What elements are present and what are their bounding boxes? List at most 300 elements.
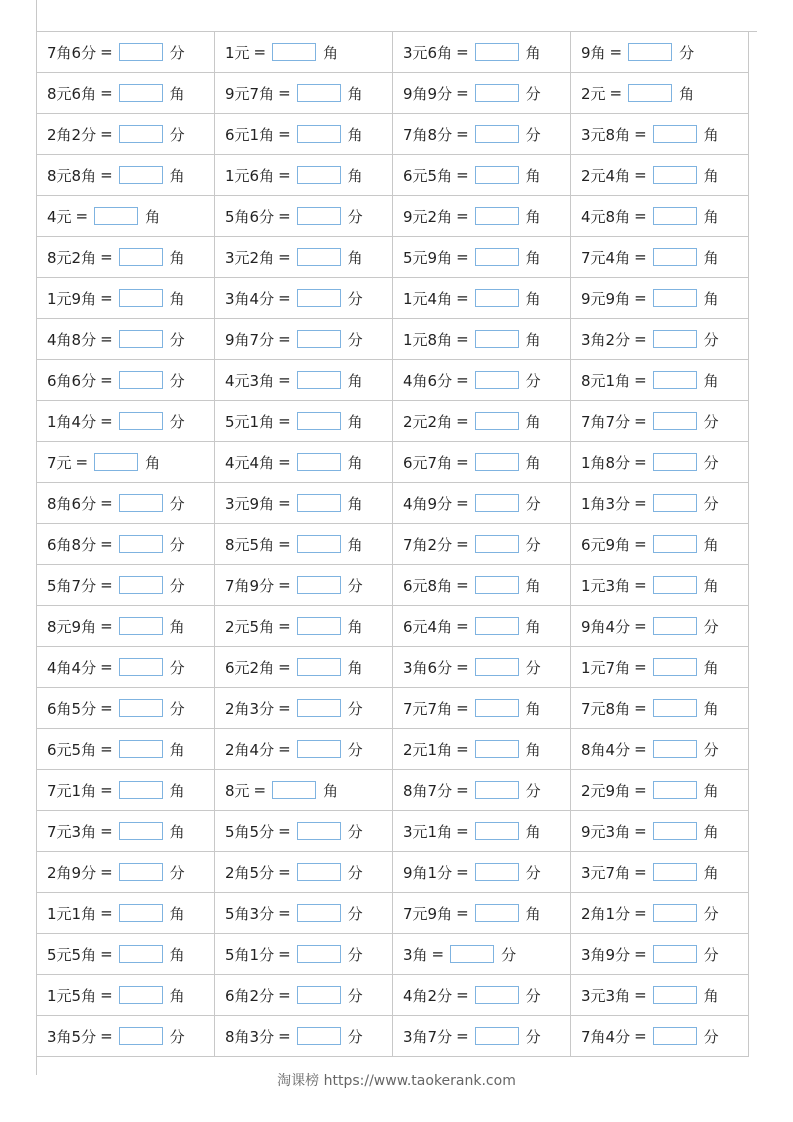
exercise-cell	[571, 360, 749, 401]
exercise-expression: 1元9角	[47, 289, 97, 308]
exercise-expression: 8元	[225, 781, 250, 800]
exercise-cell	[37, 975, 215, 1016]
answer-box[interactable]	[119, 371, 163, 389]
answer-unit: 角	[347, 535, 363, 554]
answer-box[interactable]	[628, 84, 672, 102]
answer-unit: 角	[347, 658, 363, 677]
answer-box[interactable]	[297, 84, 341, 102]
exercise-cell	[37, 319, 215, 360]
exercise-cell	[215, 770, 393, 811]
answer-box[interactable]	[297, 207, 341, 225]
exercise-cell	[37, 401, 215, 442]
answer-box[interactable]	[297, 494, 341, 512]
equals-sign: =	[456, 617, 469, 635]
exercise-expression: 5元5角	[47, 945, 97, 964]
exercise-expression: 4角9分	[403, 494, 453, 513]
answer-box[interactable]	[475, 494, 519, 512]
answer-box[interactable]	[475, 740, 519, 758]
answer-box[interactable]	[119, 822, 163, 840]
answer-box[interactable]	[475, 822, 519, 840]
answer-box[interactable]	[475, 781, 519, 799]
answer-box[interactable]	[119, 781, 163, 799]
exercise-cell	[37, 32, 215, 73]
answer-box[interactable]	[119, 166, 163, 184]
answer-unit: 分	[169, 125, 185, 144]
exercise-expression: 3角7分	[403, 1027, 453, 1046]
equals-sign: =	[278, 248, 291, 266]
answer-unit: 角	[347, 248, 363, 267]
answer-unit: 角	[169, 84, 185, 103]
answer-unit: 分	[169, 699, 185, 718]
exercise-expression: 9元9角	[581, 289, 631, 308]
exercise-cell	[37, 524, 215, 565]
answer-box[interactable]	[119, 84, 163, 102]
answer-box[interactable]	[653, 740, 697, 758]
exercise-cell	[571, 114, 749, 155]
answer-unit: 角	[703, 248, 719, 267]
exercise-expression: 7角9分	[225, 576, 275, 595]
answer-unit: 分	[347, 945, 363, 964]
exercise-cell	[393, 401, 571, 442]
exercise-cell	[571, 278, 749, 319]
answer-box[interactable]	[653, 945, 697, 963]
answer-unit: 分	[169, 1027, 185, 1046]
answer-box[interactable]	[119, 1027, 163, 1045]
answer-box[interactable]	[297, 699, 341, 717]
exercise-expression: 5元1角	[225, 412, 275, 431]
answer-box[interactable]	[94, 207, 138, 225]
answer-box[interactable]	[119, 43, 163, 61]
exercise-expression: 5元9角	[403, 248, 453, 267]
answer-box[interactable]	[297, 576, 341, 594]
equals-sign: =	[456, 986, 469, 1004]
answer-unit: 分	[703, 453, 719, 472]
exercise-cell	[393, 237, 571, 278]
equals-sign: =	[100, 617, 113, 635]
exercise-expression: 7元8角	[581, 699, 631, 718]
exercise-cell	[215, 155, 393, 196]
exercise-cell	[393, 811, 571, 852]
exercise-expression: 2角1分	[581, 904, 631, 923]
equals-sign: =	[75, 453, 89, 471]
equals-sign: =	[100, 84, 113, 102]
answer-box[interactable]	[475, 904, 519, 922]
answer-box[interactable]	[653, 412, 697, 430]
exercise-expression: 1元7角	[581, 658, 631, 677]
equals-sign: =	[634, 822, 647, 840]
exercise-cell	[215, 114, 393, 155]
exercise-cell	[37, 565, 215, 606]
exercise-cell	[37, 647, 215, 688]
answer-box[interactable]	[119, 535, 163, 553]
answer-box[interactable]	[475, 535, 519, 553]
exercise-cell	[393, 893, 571, 934]
exercise-expression: 1角8分	[581, 453, 631, 472]
answer-box[interactable]	[119, 125, 163, 143]
exercise-expression: 9角1分	[403, 863, 453, 882]
answer-unit: 角	[525, 740, 541, 759]
answer-box[interactable]	[475, 453, 519, 471]
exercise-expression: 3角6分	[403, 658, 453, 677]
equals-sign: =	[100, 699, 113, 717]
equals-sign: =	[75, 207, 89, 225]
exercise-cell	[37, 893, 215, 934]
exercise-cell	[571, 852, 749, 893]
answer-unit: 角	[169, 617, 185, 636]
exercise-cell	[37, 278, 215, 319]
answer-box[interactable]	[450, 945, 494, 963]
answer-box[interactable]	[119, 617, 163, 635]
answer-box[interactable]	[297, 166, 341, 184]
equals-sign: =	[278, 945, 291, 963]
answer-box[interactable]	[475, 289, 519, 307]
answer-box[interactable]	[475, 43, 519, 61]
answer-box[interactable]	[475, 412, 519, 430]
exercise-cell	[393, 1016, 571, 1057]
equals-sign: =	[634, 371, 647, 389]
exercise-expression: 2元	[581, 84, 606, 103]
answer-box[interactable]	[475, 125, 519, 143]
exercise-cell	[393, 852, 571, 893]
answer-box[interactable]	[119, 576, 163, 594]
equals-sign: =	[634, 576, 647, 594]
exercise-expression: 9角9分	[403, 84, 453, 103]
answer-box[interactable]	[297, 412, 341, 430]
answer-unit: 分	[347, 1027, 363, 1046]
exercise-cell	[37, 852, 215, 893]
equals-sign: =	[278, 166, 291, 184]
exercise-expression: 1元6角	[225, 166, 275, 185]
exercise-cell	[37, 442, 215, 483]
equals-sign: =	[100, 740, 113, 758]
answer-unit: 角	[347, 371, 363, 390]
exercise-expression: 6角5分	[47, 699, 97, 718]
exercise-expression: 6元4角	[403, 617, 453, 636]
answer-unit: 角	[169, 986, 185, 1005]
answer-box[interactable]	[628, 43, 672, 61]
exercise-cell	[215, 442, 393, 483]
answer-box[interactable]	[653, 289, 697, 307]
answer-unit: 分	[525, 1027, 541, 1046]
answer-unit: 分	[703, 740, 719, 759]
answer-box[interactable]	[653, 1027, 697, 1045]
exercise-cell	[393, 155, 571, 196]
equals-sign: =	[278, 207, 291, 225]
exercise-cell	[215, 811, 393, 852]
answer-box[interactable]	[653, 453, 697, 471]
exercise-cell	[215, 73, 393, 114]
answer-box[interactable]	[297, 453, 341, 471]
exercise-cell	[37, 237, 215, 278]
answer-box[interactable]	[475, 330, 519, 348]
exercise-expression: 2角9分	[47, 863, 97, 882]
answer-box[interactable]	[653, 494, 697, 512]
answer-box[interactable]	[475, 371, 519, 389]
exercise-expression: 5角1分	[225, 945, 275, 964]
answer-box[interactable]	[653, 781, 697, 799]
answer-box[interactable]	[119, 904, 163, 922]
answer-unit: 角	[703, 125, 719, 144]
answer-box[interactable]	[297, 617, 341, 635]
equals-sign: =	[100, 494, 113, 512]
equals-sign: =	[456, 330, 469, 348]
equals-sign: =	[609, 84, 623, 102]
answer-box[interactable]	[653, 904, 697, 922]
equals-sign: =	[100, 248, 113, 266]
exercise-cell	[571, 442, 749, 483]
equals-sign: =	[100, 412, 113, 430]
equals-sign: =	[456, 822, 469, 840]
equals-sign: =	[634, 1027, 647, 1045]
answer-unit: 角	[169, 248, 185, 267]
exercise-expression: 8元2角	[47, 248, 97, 267]
answer-unit: 分	[169, 576, 185, 595]
equals-sign: =	[278, 289, 291, 307]
answer-box[interactable]	[119, 699, 163, 717]
answer-box[interactable]	[119, 986, 163, 1004]
exercise-expression: 4角2分	[403, 986, 453, 1005]
answer-box[interactable]	[297, 535, 341, 553]
equals-sign: =	[456, 658, 469, 676]
exercise-cell	[37, 934, 215, 975]
exercise-cell	[571, 319, 749, 360]
exercise-cell	[571, 1016, 749, 1057]
exercise-grid	[37, 32, 749, 1057]
equals-sign: =	[456, 84, 469, 102]
answer-box[interactable]	[297, 330, 341, 348]
answer-box[interactable]	[653, 658, 697, 676]
equals-sign: =	[100, 863, 113, 881]
exercise-expression: 3元6角	[403, 43, 453, 62]
exercise-expression: 6元7角	[403, 453, 453, 472]
exercise-cell	[571, 524, 749, 565]
equals-sign: =	[456, 289, 469, 307]
answer-box[interactable]	[272, 781, 316, 799]
answer-box[interactable]	[653, 986, 697, 1004]
exercise-cell	[215, 1016, 393, 1057]
exercise-expression: 6元9角	[581, 535, 631, 554]
exercise-expression: 1元3角	[581, 576, 631, 595]
equals-sign: =	[278, 1027, 291, 1045]
exercise-cell	[215, 565, 393, 606]
exercise-cell	[393, 32, 571, 73]
exercise-expression: 3元1角	[403, 822, 453, 841]
equals-sign: =	[456, 781, 469, 799]
answer-unit: 角	[525, 330, 541, 349]
exercise-cell	[571, 688, 749, 729]
exercise-expression: 3元8角	[581, 125, 631, 144]
equals-sign: =	[278, 904, 291, 922]
answer-box[interactable]	[297, 248, 341, 266]
answer-box[interactable]	[297, 125, 341, 143]
answer-box[interactable]	[297, 904, 341, 922]
answer-box[interactable]	[653, 822, 697, 840]
answer-unit: 角	[347, 453, 363, 472]
answer-unit: 分	[169, 535, 185, 554]
exercise-expression: 5角5分	[225, 822, 275, 841]
answer-box[interactable]	[475, 207, 519, 225]
exercise-cell	[571, 237, 749, 278]
answer-box[interactable]	[475, 576, 519, 594]
equals-sign: =	[634, 125, 647, 143]
answer-box[interactable]	[297, 371, 341, 389]
answer-unit: 角	[703, 207, 719, 226]
equals-sign: =	[456, 863, 469, 881]
worksheet	[36, 0, 757, 1075]
answer-box[interactable]	[297, 986, 341, 1004]
answer-unit: 角	[525, 248, 541, 267]
answer-unit: 分	[347, 904, 363, 923]
answer-unit: 分	[703, 1027, 719, 1046]
answer-unit: 分	[525, 986, 541, 1005]
answer-box[interactable]	[653, 248, 697, 266]
equals-sign: =	[253, 781, 267, 799]
exercise-expression: 4元	[47, 207, 72, 226]
equals-sign: =	[100, 330, 113, 348]
exercise-expression: 9元7角	[225, 84, 275, 103]
exercise-expression: 6元5角	[47, 740, 97, 759]
equals-sign: =	[278, 863, 291, 881]
exercise-cell	[215, 688, 393, 729]
exercise-cell	[393, 524, 571, 565]
answer-box[interactable]	[119, 494, 163, 512]
answer-box[interactable]	[475, 84, 519, 102]
answer-unit: 角	[145, 453, 161, 472]
answer-unit: 角	[703, 289, 719, 308]
answer-box[interactable]	[297, 945, 341, 963]
answer-box[interactable]	[653, 371, 697, 389]
equals-sign: =	[634, 863, 647, 881]
exercise-expression: 5角7分	[47, 576, 97, 595]
exercise-expression: 8元8角	[47, 166, 97, 185]
exercise-cell	[571, 155, 749, 196]
answer-box[interactable]	[119, 412, 163, 430]
exercise-expression: 7元	[47, 453, 72, 472]
answer-unit: 分	[347, 289, 363, 308]
answer-box[interactable]	[475, 166, 519, 184]
answer-box[interactable]	[272, 43, 316, 61]
answer-box[interactable]	[475, 658, 519, 676]
answer-unit: 分	[703, 494, 719, 513]
equals-sign: =	[609, 43, 623, 61]
exercise-expression: 8元6角	[47, 84, 97, 103]
answer-unit: 分	[703, 412, 719, 431]
exercise-cell	[37, 114, 215, 155]
exercise-cell	[215, 852, 393, 893]
exercise-cell	[215, 975, 393, 1016]
exercise-expression: 9角7分	[225, 330, 275, 349]
answer-unit: 分	[679, 43, 695, 62]
answer-unit: 分	[347, 740, 363, 759]
equals-sign: =	[456, 166, 469, 184]
answer-box[interactable]	[653, 617, 697, 635]
equals-sign: =	[634, 248, 647, 266]
answer-box[interactable]	[119, 863, 163, 881]
answer-unit: 分	[525, 494, 541, 513]
exercise-expression: 1元8角	[403, 330, 453, 349]
equals-sign: =	[634, 494, 647, 512]
answer-box[interactable]	[119, 248, 163, 266]
answer-box[interactable]	[653, 330, 697, 348]
answer-box[interactable]	[297, 740, 341, 758]
answer-box[interactable]	[653, 576, 697, 594]
exercise-cell	[215, 606, 393, 647]
answer-box[interactable]	[653, 699, 697, 717]
answer-box[interactable]	[297, 658, 341, 676]
answer-box[interactable]	[475, 617, 519, 635]
exercise-expression: 1元5角	[47, 986, 97, 1005]
answer-unit: 分	[525, 84, 541, 103]
exercise-expression: 2角4分	[225, 740, 275, 759]
answer-unit: 分	[169, 330, 185, 349]
answer-box[interactable]	[119, 740, 163, 758]
answer-unit: 分	[347, 699, 363, 718]
answer-box[interactable]	[94, 453, 138, 471]
exercise-expression: 4元8角	[581, 207, 631, 226]
exercise-cell	[393, 483, 571, 524]
equals-sign: =	[278, 740, 291, 758]
answer-box[interactable]	[475, 863, 519, 881]
answer-box[interactable]	[475, 699, 519, 717]
answer-box[interactable]	[119, 289, 163, 307]
equals-sign: =	[278, 494, 291, 512]
answer-box[interactable]	[119, 945, 163, 963]
answer-unit: 分	[703, 904, 719, 923]
exercise-cell	[571, 934, 749, 975]
answer-box[interactable]	[297, 1027, 341, 1045]
exercise-expression: 6元5角	[403, 166, 453, 185]
answer-box[interactable]	[653, 166, 697, 184]
exercise-expression: 2元4角	[581, 166, 631, 185]
exercise-expression: 3角4分	[225, 289, 275, 308]
answer-unit: 角	[703, 986, 719, 1005]
equals-sign: =	[634, 166, 647, 184]
answer-unit: 分	[169, 494, 185, 513]
exercise-expression: 1元	[225, 43, 250, 62]
answer-box[interactable]	[475, 986, 519, 1004]
exercise-expression: 2元2角	[403, 412, 453, 431]
exercise-expression: 5角3分	[225, 904, 275, 923]
equals-sign: =	[278, 125, 291, 143]
answer-box[interactable]	[475, 248, 519, 266]
answer-unit: 角	[169, 822, 185, 841]
exercise-cell	[215, 483, 393, 524]
answer-box[interactable]	[119, 658, 163, 676]
answer-box[interactable]	[297, 822, 341, 840]
answer-box[interactable]	[653, 207, 697, 225]
equals-sign: =	[634, 740, 647, 758]
answer-unit: 分	[525, 535, 541, 554]
exercise-expression: 1角4分	[47, 412, 97, 431]
answer-unit: 分	[525, 658, 541, 677]
answer-box[interactable]	[653, 125, 697, 143]
equals-sign: =	[634, 904, 647, 922]
answer-box[interactable]	[297, 863, 341, 881]
answer-box[interactable]	[475, 1027, 519, 1045]
equals-sign: =	[100, 166, 113, 184]
exercise-cell	[393, 360, 571, 401]
equals-sign: =	[100, 576, 113, 594]
exercise-expression: 6角6分	[47, 371, 97, 390]
exercise-cell	[215, 729, 393, 770]
exercise-expression: 9角	[581, 43, 606, 62]
answer-box[interactable]	[653, 863, 697, 881]
exercise-cell	[571, 483, 749, 524]
answer-box[interactable]	[653, 535, 697, 553]
answer-box[interactable]	[297, 289, 341, 307]
exercise-cell	[393, 688, 571, 729]
answer-box[interactable]	[119, 330, 163, 348]
